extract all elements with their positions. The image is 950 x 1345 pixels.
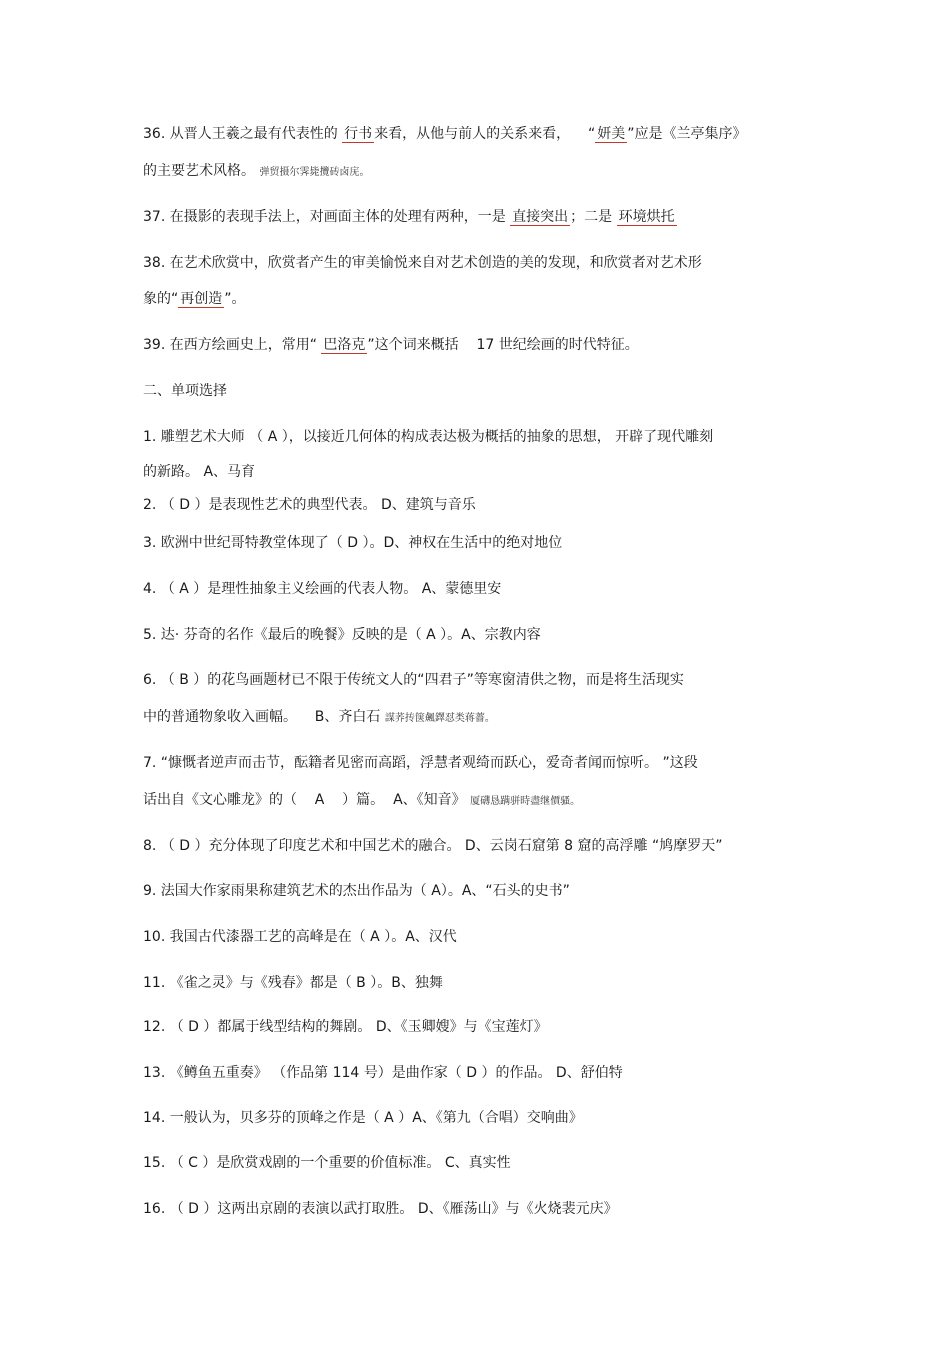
mc-question-11: 11. 《雀之灵》与《残春》都是（ B ）。B、独舞	[143, 975, 443, 991]
question-36-line-1: 36. 从晋人王羲之最有代表性的 行书 来看，从他与前人的关系来看， “ 妍美 ”应是《兰亭集序》	[143, 126, 747, 142]
section-title: 二、单项选择	[143, 383, 227, 399]
mc-question-4: 4. （ A ）是理性抽象主义绘画的代表人物。 A、蒙德里安	[143, 581, 502, 597]
answer-36-2: 妍美	[597, 126, 626, 142]
mc-question-7-line-2: 话出自《文心雕龙》的（ A ）篇。 A、《知音》 厦礴恳蹒骈時盡继價骚。	[143, 792, 581, 808]
question-36-line-2: 的主要艺术风格。 弹贸摄尔霁毙攬砖卤庑。	[143, 163, 370, 179]
question-38-line-2: 象的“ 再创造 ”。	[143, 291, 246, 307]
mc-question-2: 2. （ D ）是表现性艺术的典型代表。 D、建筑与音乐	[143, 497, 476, 513]
mc-question-15: 15. （ C ）是欣赏戏剧的一个重要的价值标准。 C、真实性	[143, 1155, 511, 1171]
mc-question-1-line-1: 1. 雕塑艺术大师 （ A ），以接近几何体的构成表达极为概括的抽象的思想， 开辟了现代雕刻	[143, 429, 714, 445]
mc-question-6-line-1: 6. （ B ）的花鸟画题材已不限于传统文人的“四君子”等寒窗清供之物，而是将生活现实	[143, 672, 684, 688]
mc-question-12: 12. （ D ）都属于线型结构的舞剧。 D、《玉卿嫂》与《宝莲灯》	[143, 1019, 548, 1035]
mc-question-8: 8. （ D ）充分体现了印度艺术和中国艺术的融合。 D、云岗石窟第 8 窟的高浮雕 “鸠摩罗天”	[143, 838, 723, 854]
mc-question-13: 13. 《鳟鱼五重奏》 （作品第 114 号）是曲作家（ D ）的作品。 D、舒伯特	[143, 1065, 623, 1081]
mc-question-9: 9. 法国大作家雨果称建筑艺术的杰出作品为（ A）。A、“石头的史书”	[143, 883, 570, 899]
noise-text: 厦礴恳蹒骈時盡继價骚。	[470, 796, 581, 807]
question-39: 39. 在西方绘画史上，常用“ 巴洛克 ”这个词来概括 17 世纪绘画的时代特征。	[143, 337, 639, 353]
mc-question-10: 10. 我国古代漆器工艺的高峰是在（ A ）。A、汉代	[143, 929, 457, 945]
answer-37-2: 环境烘托	[618, 209, 675, 225]
answer-38: 再创造	[180, 291, 223, 307]
noise-text: 弹贸摄尔霁毙攬砖卤庑。	[259, 167, 370, 178]
noise-text: 謀荞抟箧飆鐸怼类蒋薔。	[384, 713, 495, 724]
answer-37-1: 直接突出	[512, 209, 569, 225]
mc-question-6-line-2: 中的普通物象收入画幅。 B、齐白石 謀荞抟箧飆鐸怼类蒋薔。	[143, 709, 495, 725]
question-37: 37. 在摄影的表现手法上，对画面主体的处理有两种，一是 直接突出 ；二是 环境烘托	[143, 209, 675, 225]
mc-question-14: 14. 一般认为，贝多芬的顶峰之作是（ A ）A、《第九（合唱）交响曲》	[143, 1110, 583, 1126]
answer-36-1: 行书	[344, 126, 373, 142]
mc-question-5: 5. 达· 芬奇的名作《最后的晚餐》反映的是（ A ）。A、宗教内容	[143, 627, 541, 643]
mc-question-16: 16. （ D ）这两出京剧的表演以武打取胜。 D、《雁荡山》与《火烧裴元庆》	[143, 1201, 618, 1217]
question-38-line-1: 38. 在艺术欣赏中，欣赏者产生的审美愉悦来自对艺术创造的美的发现，和欣赏者对艺术形	[143, 255, 702, 271]
answer-39: 巴洛克	[323, 337, 366, 353]
mc-question-7-line-1: 7. “慷慨者逆声而击节，酝籍者见密而高蹈，浮慧者观绮而跃心，爱奇者闻而惊听。 ”这段	[143, 755, 698, 771]
mc-question-3: 3. 欧洲中世纪哥特教堂体现了（ D ）。D、神权在生活中的绝对地位	[143, 535, 563, 551]
mc-question-1-line-2: 的新路。 A、马育	[143, 464, 256, 480]
